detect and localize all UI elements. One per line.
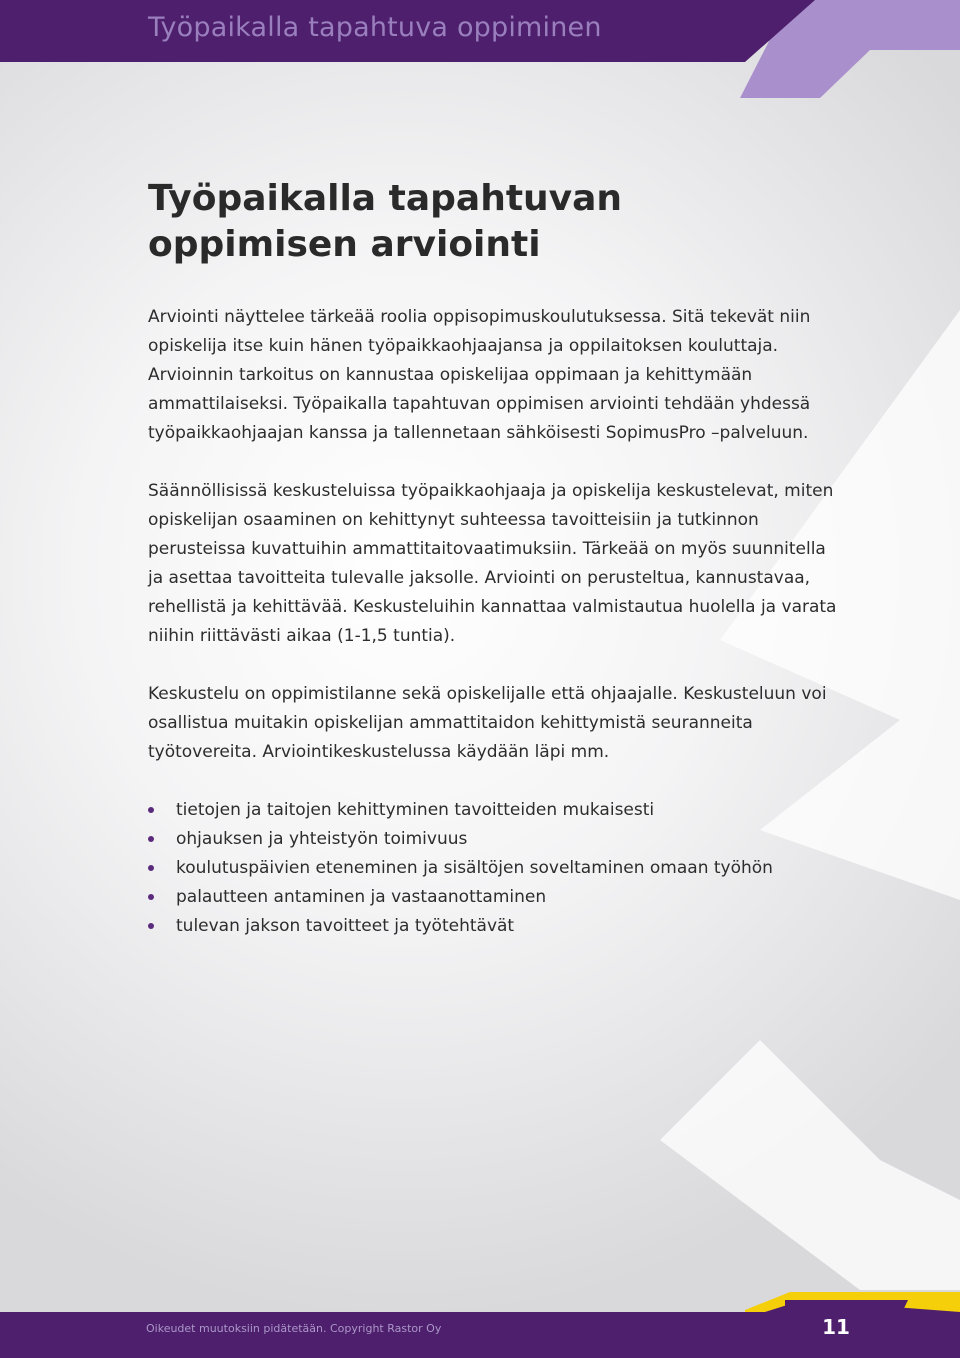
intro-paragraph: Arviointi näyttelee tärkeää roolia oppisopimuskoulutuksessa. Sitä tekevät niin opiskelija itse kuin hänen työpaikkaohjaajansa ja oppilaitoksen kouluttaja. Arvioinnin tarkoitus on kannustaa opiskelijaa oppimaan ja kehittymään ammattilaiseksi. Työpaikalla tapahtuvan oppimisen arviointi tehdään yhdessä työpaikkaohjaajan kanssa ja tallennetaan sähköisesti SopimusPro –palveluun.: [148, 307, 811, 443]
topics-list: [148, 796, 841, 941]
bullet-icon: [148, 865, 154, 871]
bullet-icon: [148, 807, 154, 813]
list-item-text: tulevan jakson tavoitteet ja työtehtävät: [176, 916, 515, 936]
discussion-paragraph: Säännöllisissä keskusteluissa työpaikkaohjaaja ja opiskelija keskustelevat, miten opiskelijan osaaminen on kehittynyt suhteessa tavoitteisiin ja tutkinnon perusteissa kuvattuihin ammattitaitovaatimuksiin. Tärkeää on myös suunnitella ja asettaa tavoitteita tulevalle jaksolle. Arviointi on perusteltua, kannustavaa, rehellistä ja kehittävää. Keskusteluihin kannattaa valmistautua huolella ja varata niihin riittävästi aikaa (1-1,5 tuntia).: [148, 481, 837, 646]
list-item: [148, 912, 841, 941]
list-item: [148, 883, 841, 912]
page-title: Työpaikalla tapahtuvan oppimisen arviointi: [148, 178, 623, 265]
conversation-paragraph: Keskustelu on oppimistilanne sekä opiskelijalle että ohjaajalle. Keskusteluun voi osallistua muitakin opiskelijan ammattitaidon kehittymistä seuranneita työtovereita. Arviointikeskustelussa käydään läpi mm.: [148, 684, 827, 762]
bullet-icon: [148, 923, 154, 929]
list-item: [148, 854, 841, 883]
page-number: 11: [822, 1315, 850, 1339]
main-content: [148, 303, 841, 941]
list-item-text: tietojen ja taitojen kehittyminen tavoitteiden mukaisesti: [176, 800, 655, 820]
list-item: [148, 825, 841, 854]
footer-copyright: Oikeudet muutoksiin pidätetään. Copyright Rastor Oy: [146, 1322, 442, 1335]
header-title: Työpaikalla tapahtuva oppiminen: [148, 12, 602, 43]
bullet-icon: [148, 894, 154, 900]
list-item: [148, 796, 841, 825]
bullet-icon: [148, 836, 154, 842]
list-item-text: koulutuspäivien eteneminen ja sisältöjen soveltaminen omaan työhön: [176, 858, 773, 878]
list-item-text: palautteen antaminen ja vastaanottaminen: [176, 887, 547, 907]
list-item-text: ohjauksen ja yhteistyön toimivuus: [176, 829, 468, 849]
